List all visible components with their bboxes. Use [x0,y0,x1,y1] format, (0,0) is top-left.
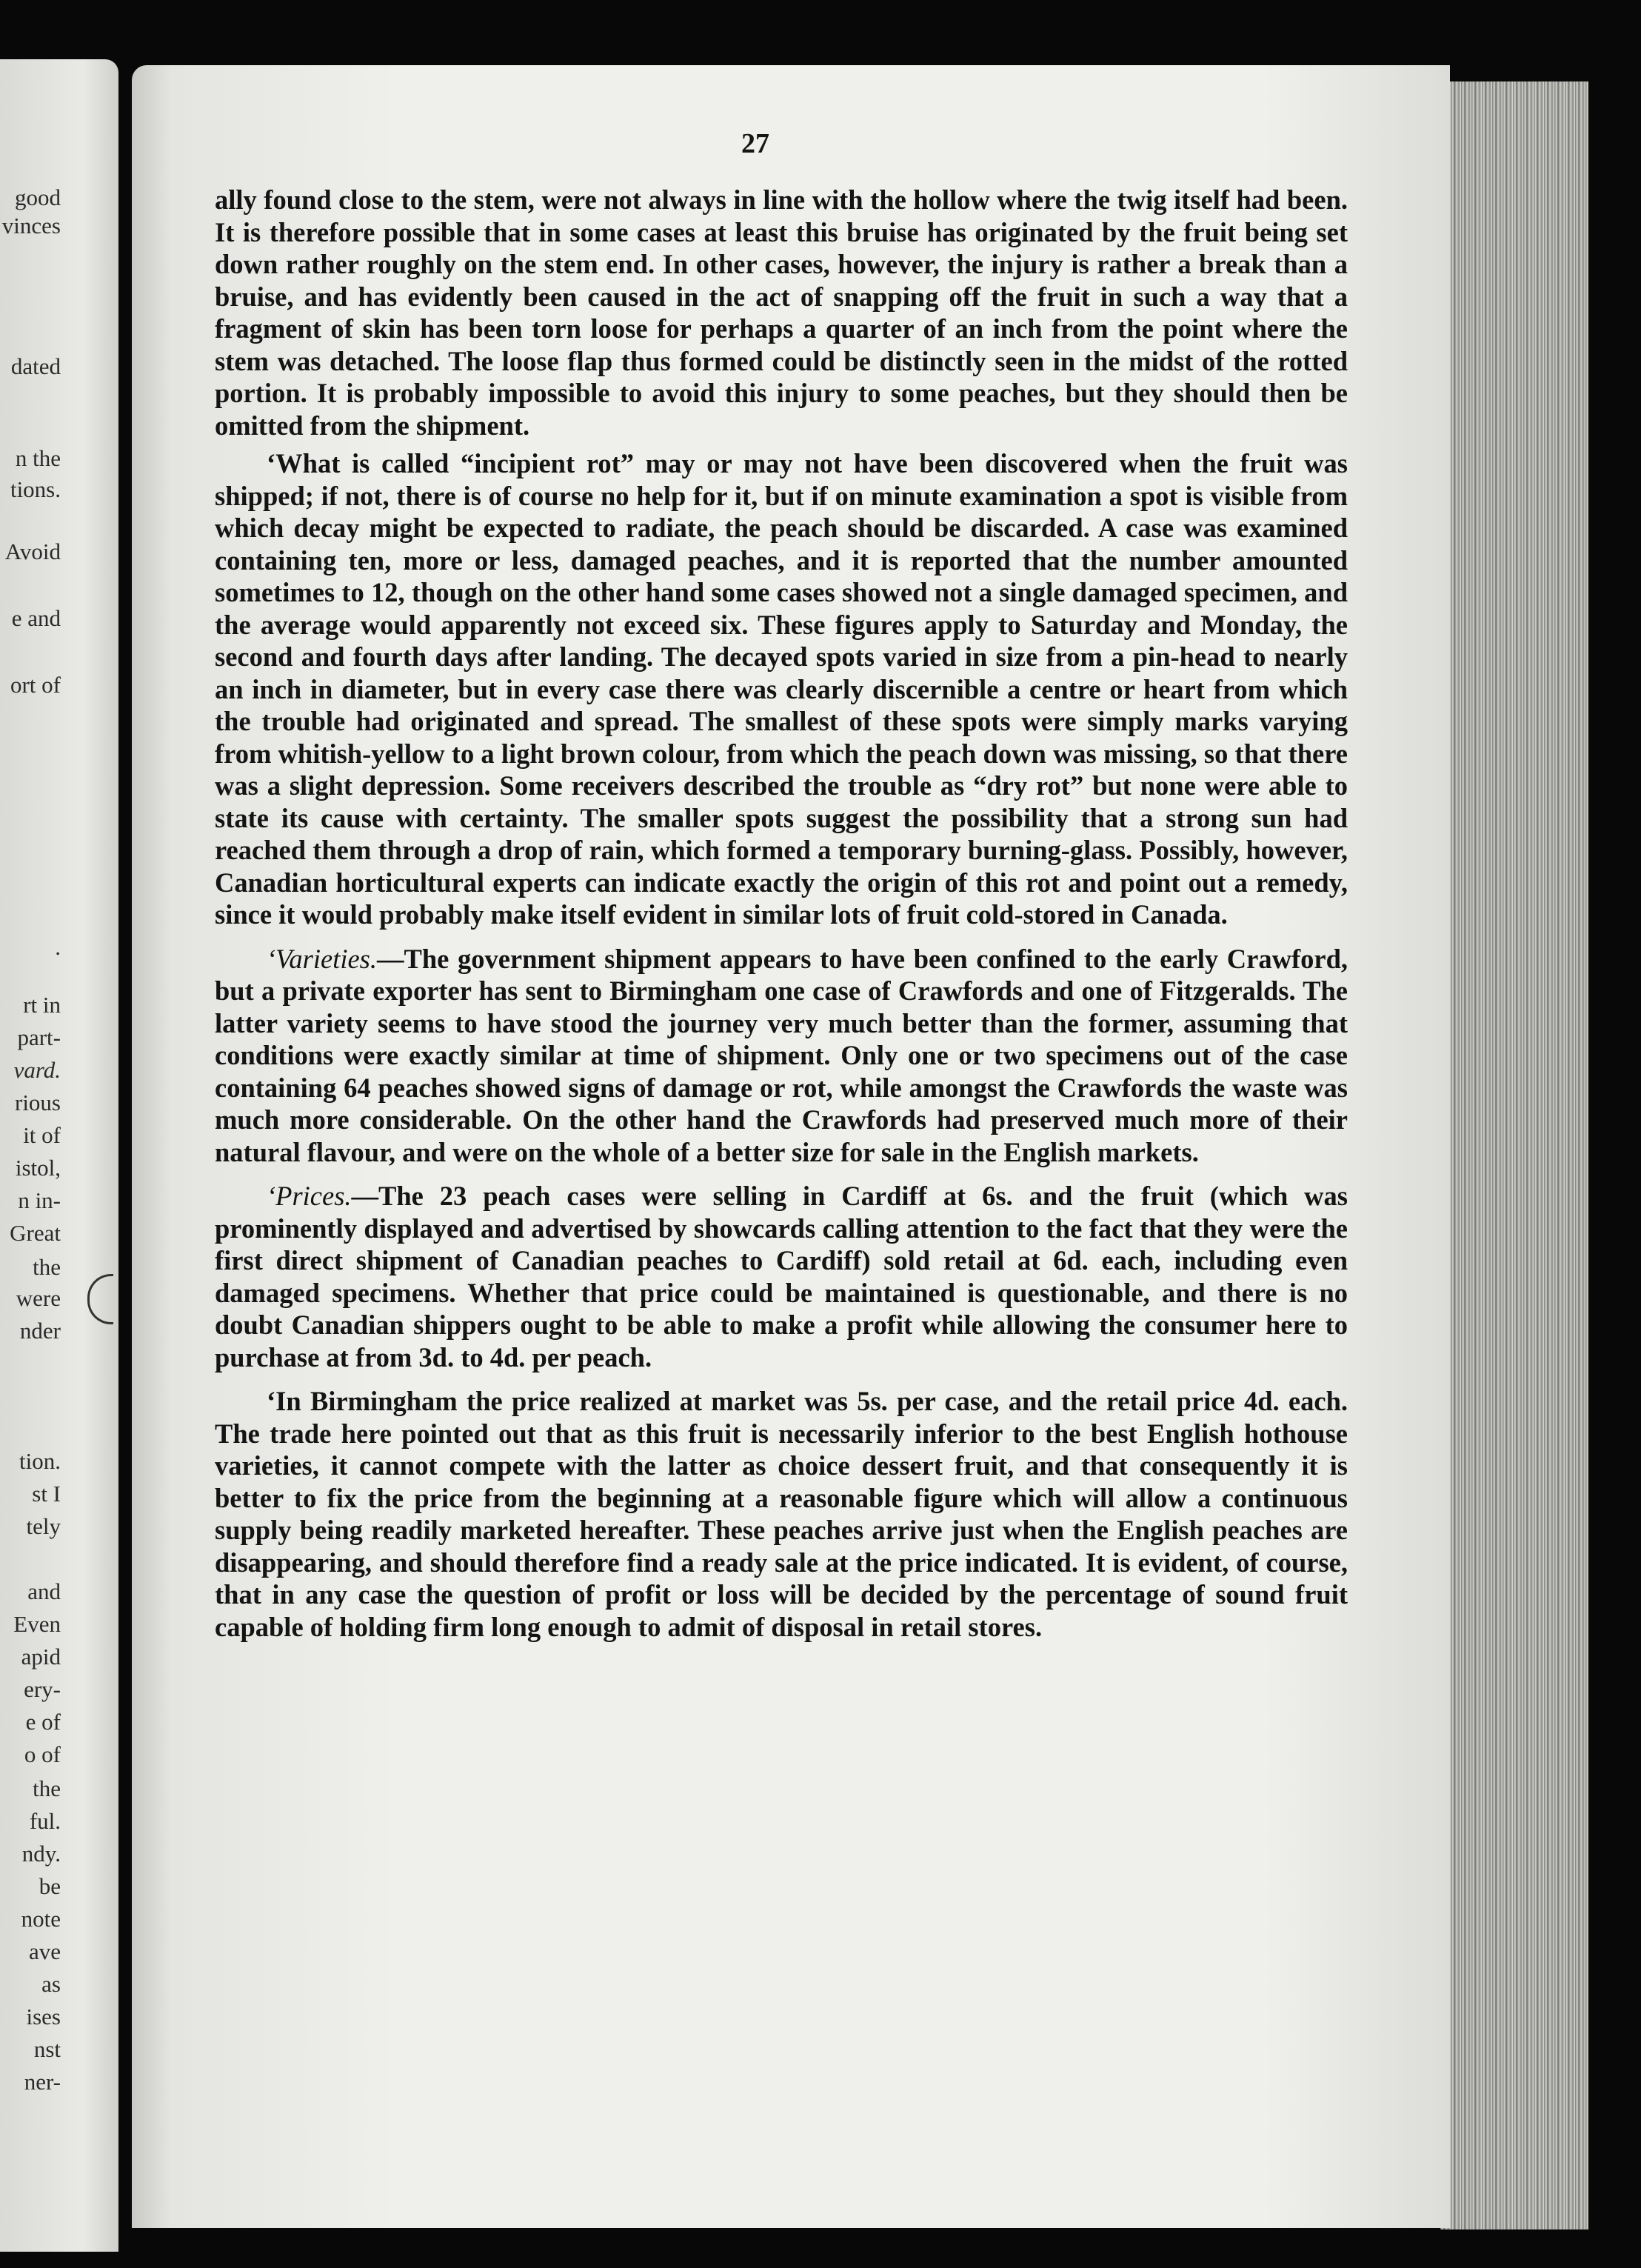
margin-fragment: e of [25,1709,61,1735]
margin-fragment: apid [21,1644,61,1670]
margin-fragment: Great [10,1220,61,1246]
margin-fragment: the [33,1254,61,1280]
paragraph: ally found close to the stem, were not always in line with the hollow where the twig itself had been. It is therefore possible that in some cases at least this bruise has originated by the fruit being set down rather roughly on the stem end. In other cases, however, the injury is rather a break than a bruise, and has evidently been caused in the act of snapping off the fruit in such a way that a fragment of skin has been torn loose for perhaps a quarter of an inch from the point where the stem was detached. The loose flap thus formed could be distinctly seen in the midst of the rotted portion. It is probably impossible to avoid this injury to some peaches, but they should then be omitted from the shipment. [215,184,1348,441]
margin-fragment: dated [10,353,61,379]
margin-fragment: and [27,1578,61,1604]
margin-fragment: the [33,1775,61,1801]
margin-fragment: good [15,184,61,210]
page-stack-edges [1440,81,1588,2229]
margin-fragment: o of [24,1741,61,1767]
paragraph [215,943,1348,1169]
paragraph [215,1180,1348,1373]
margin-fragment: tion. [19,1448,61,1474]
margin-fragment: n in- [18,1187,61,1213]
margin-fragment: as [41,1971,61,1997]
section-heading: ‘Prices. [267,1181,352,1211]
paper-clip-mark [87,1274,113,1324]
margin-fragment: it of [23,1122,61,1148]
margin-fragment: istol, [15,1155,61,1181]
margin-fragment: note [21,1906,61,1932]
margin-fragment: vard. [13,1057,61,1083]
margin-fragment: were [16,1285,61,1311]
paragraph: ‘What is called “incipient rot” may or may not have been discovered when the fruit was shipped; if not, there is of course no help for it, but if on minute examination a spot is visible from which decay might be expected to radiate, the peach should be discarded. A case was examined containing ten, more or less, damaged peaches, and it is reported that the number amounted sometimes to 12, though on the other hand some cases showed not a single damaged specimen, and the average would apparently not exceed six. These figures apply to Saturday and Monday, the second and fourth days after landing. The decayed spots varied in size from a pin-head to nearly an inch in diameter, but in every case there was clearly discernible a centre or heart from which the trouble had originated and spread. The smallest of these spots were simply marks varying from whitish-yellow to a light brown colour, from which the peach down was missing, so that there was a slight depression. Some receivers described the trouble as “dry rot” but none were able to state its cause with certainty. The smaller spots suggest the possibility that a strong sun had reached them through a drop of rain, which formed a temporary burning-glass. Possibly, however, Canadian horticultural experts can indicate exactly the origin of this rot and point out a remedy, since it would probably make itself evident in similar lots of fruit cold-stored in Canada. [215,448,1348,930]
margin-fragment: st I [32,1481,61,1507]
margin-fragment: vinces [1,213,61,239]
margin-fragment: n the [15,445,61,471]
margin-fragment: ner- [24,2069,61,2095]
margin-fragment: ful. [29,1808,61,1834]
paragraph-text: —The government shipment appears to have been confined to the early Crawford, but a private exporter has sent to Birmingham one case of Crawfords and one of Fitzgeralds. The latter variety seems to have stood the journey very much better than the former, assuming that conditions were exactly similar at time of shipment. Only one or two specimens out of the case containing 64 peaches showed signs of damage or rot, while amongst the Crawfords the waste was much more considerable. On the other hand the Crawfords had preserved much more of their natural flavour, and were on the whole of a better size for sale in the English markets. [215,943,1348,1167]
margin-fragment: rt in [23,992,61,1018]
body-text [215,184,1348,1655]
margin-fragment: ndy. [21,1841,61,1867]
margin-fragment: e and [11,605,61,631]
margin-fragment: ery- [24,1676,61,1702]
margin-fragment: be [39,1873,61,1899]
margin-fragment: ave [28,1938,61,1964]
page-number: 27 [741,128,769,159]
margin-fragment: Avoid [4,538,61,564]
paragraph: ‘In Birmingham the price realized at market was 5s. per case, and the retail price 4d. each. The trade here pointed out that as this fruit is necessarily inferior to the best English hothouse varieties, it cannot compete with the latter as choice dessert fruit, and that consequently it is better to fix the price from the beginning at a reasonable figure which will allow a continuous supply being readily marketed hereafter. These peaches arrive just when the English peaches are disappearing, and should therefore find a ready sale at the price indicated. It is evident, of course, that in any case the question of profit or loss will be decided by the percentage of sound fruit capable of holding firm long enough to admit of disposal in retail stores. [215,1386,1348,1642]
margin-fragment: tely [26,1513,61,1539]
section-heading: ‘Varieties. [267,943,378,974]
paragraph-text: —The 23 peach cases were selling in Cardiff at 6s. and the fruit (which was prominently displayed and advertised by showcards calling attention to the fact that they were the first direct shipment of Canadian peaches to Cardiff) sold retail at 6d. each, including even damaged specimens. Whether that price could be maintained is questionable, and there is no doubt Canadian shippers ought to be able to make a profit while allowing the consumer here to purchase at from 3d. to 4d. per peach. [215,1181,1348,1373]
margin-fragment: tions. [10,476,61,502]
margin-fragment: . [55,934,61,960]
margin-fragment: nst [33,2036,61,2062]
margin-fragment: rious [15,1090,61,1115]
margin-fragment: nder [19,1318,61,1344]
margin-fragment: part- [17,1024,61,1050]
margin-fragment: Even [13,1611,61,1637]
margin-fragment: ort of [10,672,61,698]
margin-fragment: ises [26,2004,61,2029]
facing-page-edge [0,59,118,2252]
